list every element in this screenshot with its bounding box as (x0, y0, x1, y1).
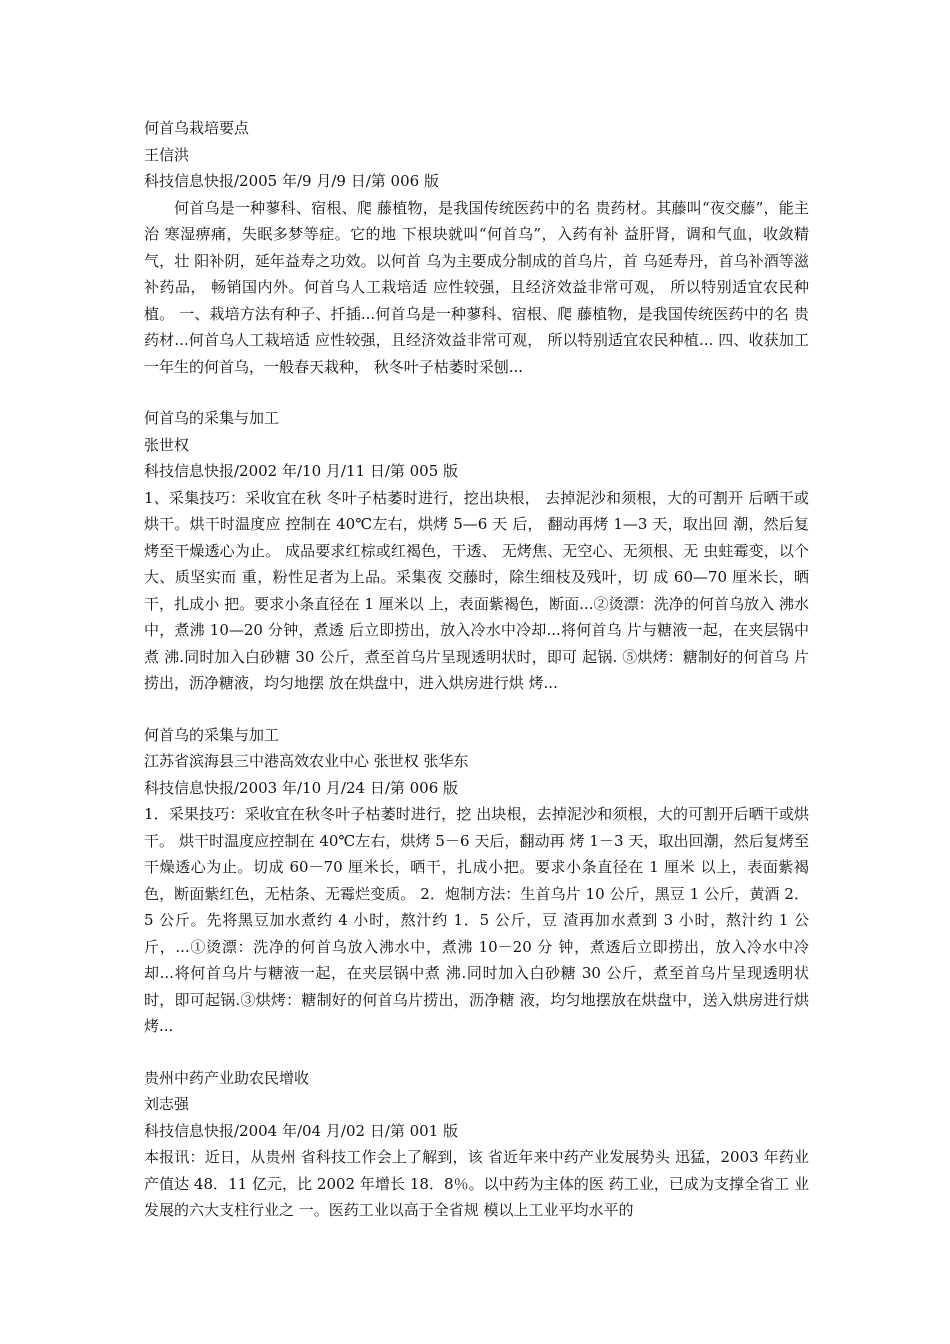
article-4 (144, 1065, 809, 1224)
article-author: 张世权 (144, 435, 190, 454)
article-3 (144, 722, 809, 1040)
article-body: 1、采集技巧：采收宜在秋 冬叶子枯萎时进行，挖出块根， 去掉泥沙和须根，大的可割开 后晒干或烘干。烘干时温度应 控制在 40℃左右，烘烤 5—6 天 后， 翻动再烤 1—3 天，取出回 潮，然后复烤至干燥透心为止。 成品要求红棕或红褐色，干透、 无烤焦、无空心、无须根、无 虫蛀霉变，以个大、质坚实而 重，粉性足者为上品。采集夜 交藤时，除生细枝及残叶，切 成 60—70 厘米长，晒干，扎成小 把。要求小条直径在 1 厘米以 上，表面紫褐色，断面...②烫漂：洗净的何首乌放入 沸水中，煮沸 10—20 分钟，煮透 后立即捞出，放入冷水中冷却...将何首乌 片与糖液一起，在夹层锅中煮 沸.同时加入白砂糖 30 公斤，煮至首乌片呈现透明状时，即可 起锅. ⑤烘烤：糖制好的何首乌 片捞出，沥净糖液，均匀地摆 放在烘盘中，进入烘房进行烘 烤... (144, 488, 809, 692)
article-title: 何首乌栽培要点 (144, 119, 250, 137)
article-body: 1．采果技巧：采收宜在秋冬叶子枯萎时进行，挖 出块根，去掉泥沙和须根，大的可割开后晒干或烘干。 烘干时温度应控制在 40℃左右，烘烤 5－6 天后，翻动再 烤 1－3 天，取出回潮，然后复烤至干燥透心为止。切成 60－70 厘米长，晒干，扎成小把。要求小条直径在 1 厘米 以上，表面紫褐色，断面紫红色，无枯条、无霉烂变质。 2．炮制方法：生首乌片 10 公斤，黑豆 1 公斤，黄酒 2．5 公斤。先将黑豆加水煮约 4 小时，熬汁约 1．5 公斤，豆 渣再加水煮到 3 小时，熬汁约 1 公斤，...①烫漂：洗净的何首乌放入沸水中，煮沸 10－20 分 钟，煮透后立即捞出，放入冷水中冷却...将何首乌片与糖液一起，在夹层锅中煮 沸.同时加入白砂糖 30 公斤，煮至首乌片呈现透明状 时，即可起锅.③烘烤：糖制好的何首乌片捞出，沥净糖 液，均匀地摆放在烘盘中，送入烘房进行烘烤... (144, 805, 809, 1035)
article-title: 何首乌的采集与加工 (144, 409, 280, 427)
article-source: 科技信息快报/2002 年/10 月/11 日/第 005 版 (144, 462, 459, 480)
article-2 (144, 405, 809, 697)
article-author: 刘志强 (144, 1095, 190, 1113)
article-title: 何首乌的采集与加工 (144, 725, 280, 744)
article-title: 贵州中药产业助农民增收 (144, 1068, 310, 1087)
document-content (144, 115, 809, 1249)
article-author: 江苏省滨海县三中港高效农业中心 张世权 张华东 (144, 752, 469, 770)
article-1 (144, 115, 809, 380)
article-source: 科技信息快报/2004 年/04 月/02 日/第 001 版 (144, 1121, 459, 1140)
article-source: 科技信息快报/2003 年/10 月/24 日/第 006 版 (144, 778, 459, 797)
article-body: 何首乌是一种蓼科、宿根、爬 藤植物，是我国传统医药中的名 贵药材。其藤叫“夜交藤”，能主治 寒湿痹痛，失眠多梦等症。它的地 下根块就叫“何首乌”，入药有补 益肝肾，调和气血，收敛精气，壮 阳补阴，延年益寿之功效。以何首 乌为主要成分制成的首乌片，首 乌延寿丹，首乌补酒等滋补药品， 畅销国内外。何首乌人工栽培适 应性较强，且经济效益非常可观， 所以特别适宜农民种植。 一、栽培方法有种子、扦插...何首乌是一种蓼科、宿根、爬 藤植物，是我国传统医药中的名 贵药材...何首乌人工栽培适 应性较强，且经济效益非常可观， 所以特别适宜农民种植... 四、收获加工 一年生的何首乌，一般春天栽种， 秋冬叶子枯萎时采刨... (144, 198, 809, 376)
article-body: 本报讯：近日，从贵州 省科技工作会上了解到，该 省近年来中药产业发展势头 迅猛，2003 年药业产值达 48．11 亿元，比 2002 年增长 18．8％。以中药为主体的医 药工业，已成为支撑全省工 业发展的六大支柱行业之 一。医药工业以高于全省规 模以上工业平均水平的 (144, 1148, 809, 1219)
article-author: 王信洪 (144, 145, 190, 164)
article-source: 科技信息快报/2005 年/9 月/9 日/第 006 版 (144, 172, 439, 190)
